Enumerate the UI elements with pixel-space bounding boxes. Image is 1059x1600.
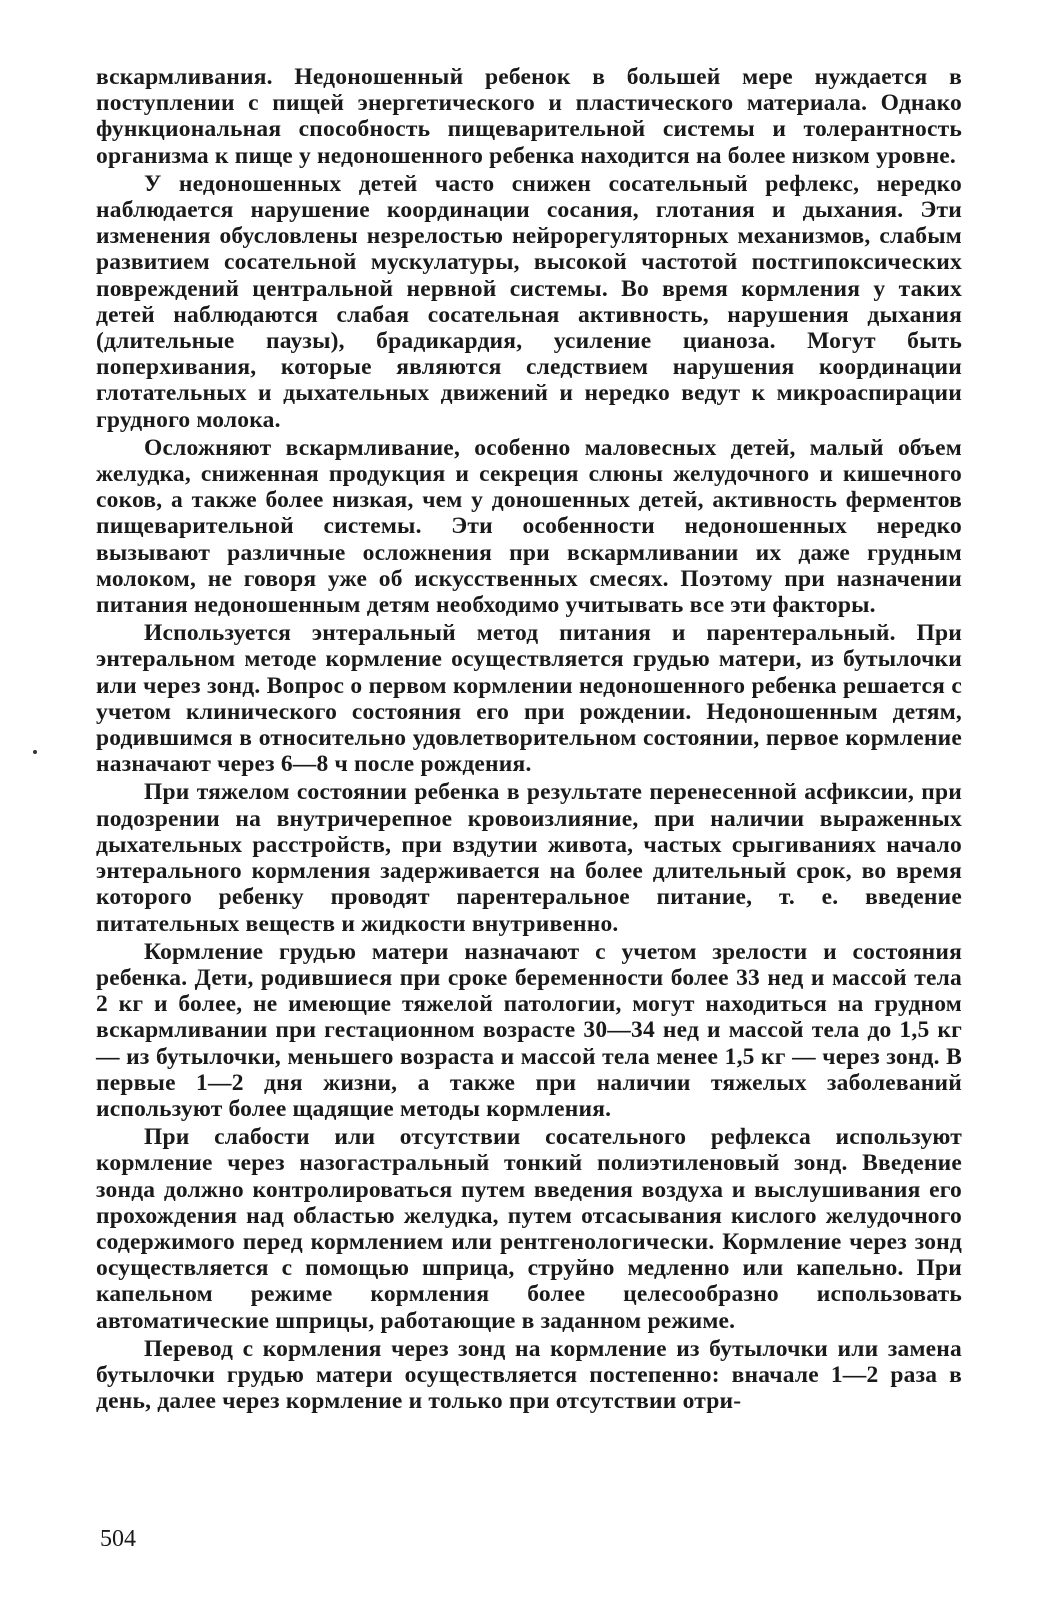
paragraph-7: При слабости или отсутствии сосательного рефлекса используют кормление через назогастральный тонкий полиэтиленовый зонд. Введение зонда должно контролироваться путем введения воздуха и выслушивания его прохождения над областью желудка, путем отсасывания кислого желудочного содержимого перед кормлением или рентгенологически. Кормление через зонд осуществляется с помощью шприца, струйно медленно или капельно. При капельном режиме кормления более целесообразно использовать автоматические шприцы, работающие в заданном режиме. [96,1124,962,1334]
body-text [96,64,962,1416]
paragraph-2: У недоношенных детей часто снижен сосательный рефлекс, нередко наблюдается нарушение координации сосания, глотания и дыхания. Эти изменения обусловлены незрелостью нейрорегуляторных механизмов, слабым развитием сосательной мускулатуры, высокой частотой постгипоксических повреждений центральной нервной системы. Во время кормления у таких детей наблюдаются слабая сосательная активность, нарушения дыхания (длительные паузы), брадикардия, усиление цианоза. Могут быть поперхивания, которые являются следствием нарушения координации глотательных и дыхательных движений и нередко ведут к микроаспирации грудного молока. [96,170,962,433]
paragraph-4: Используется энтеральный метод питания и парентеральный. При энтеральном методе кормление осуществляется грудью матери, из бутылочки или через зонд. Вопрос о первом кормлении недоношенного ребенка решается с учетом клинического состояния его при рождении. Недоношенным детям, родившимся в относительно удовлетворительном состоянии, первое кормление назначают через 6—8 ч после рождения. [96,620,962,778]
paragraph-5: При тяжелом состоянии ребенка в результате перенесенной асфиксии, при подозрении на внутричерепное кровоизлияние, при наличии выраженных дыхательных расстройств, при вздутии живота, частых срыгиваниях начало энтерального кормления задерживается на более длительный срок, во время которого ребенку проводят парентеральное питание, т. е. введение питательных веществ и жидкости внутривенно. [96,779,962,937]
paragraph-1: вскармливания. Недоношенный ребенок в большей мере нуждается в поступлении с пищей энергетического и пластического материала. Однако функциональная способность пищеварительной системы и толерантность организма к пище у недоношенного ребенка находится на более низком уровне. [96,64,962,169]
paragraph-6: Кормление грудью матери назначают с учетом зрелости и состояния ребенка. Дети, родившиеся при сроке беременности более 33 нед и массой тела 2 кг и более, не имеющие тяжелой патологии, могут находиться на грудном вскармливании при гестационном возрасте 30—34 нед и массой тела до 1,5 кг — из бутылочки, меньшего возраста и массой тела менее 1,5 кг — через зонд. В первые 1—2 дня жизни, а также при наличии тяжелых заболеваний используют более щадящие методы кормления. [96,938,962,1122]
page-number: 504 [100,1526,136,1552]
paragraph-8: Перевод с кормления через зонд на кормление из бутылочки или замена бутылочки грудью матери осуществляется постепенно: вначале 1—2 раза в день, далее через кормление и только при отсутствии отри- [96,1335,962,1415]
stray-mark [33,750,37,754]
paragraph-3: Осложняют вскармливание, особенно маловесных детей, малый объем желудка, сниженная продукция и секреция слюны желудочного и кишечного соков, а также более низкая, чем у доношенных детей, активность ферментов пищеварительной системы. Эти особенности недоношенных нередко вызывают различные осложнения при вскармливании их даже грудным молоком, не говоря уже об искусственных смесях. Поэтому при назначении питания недоношенным детям необходимо учитывать все эти факторы. [96,434,962,619]
